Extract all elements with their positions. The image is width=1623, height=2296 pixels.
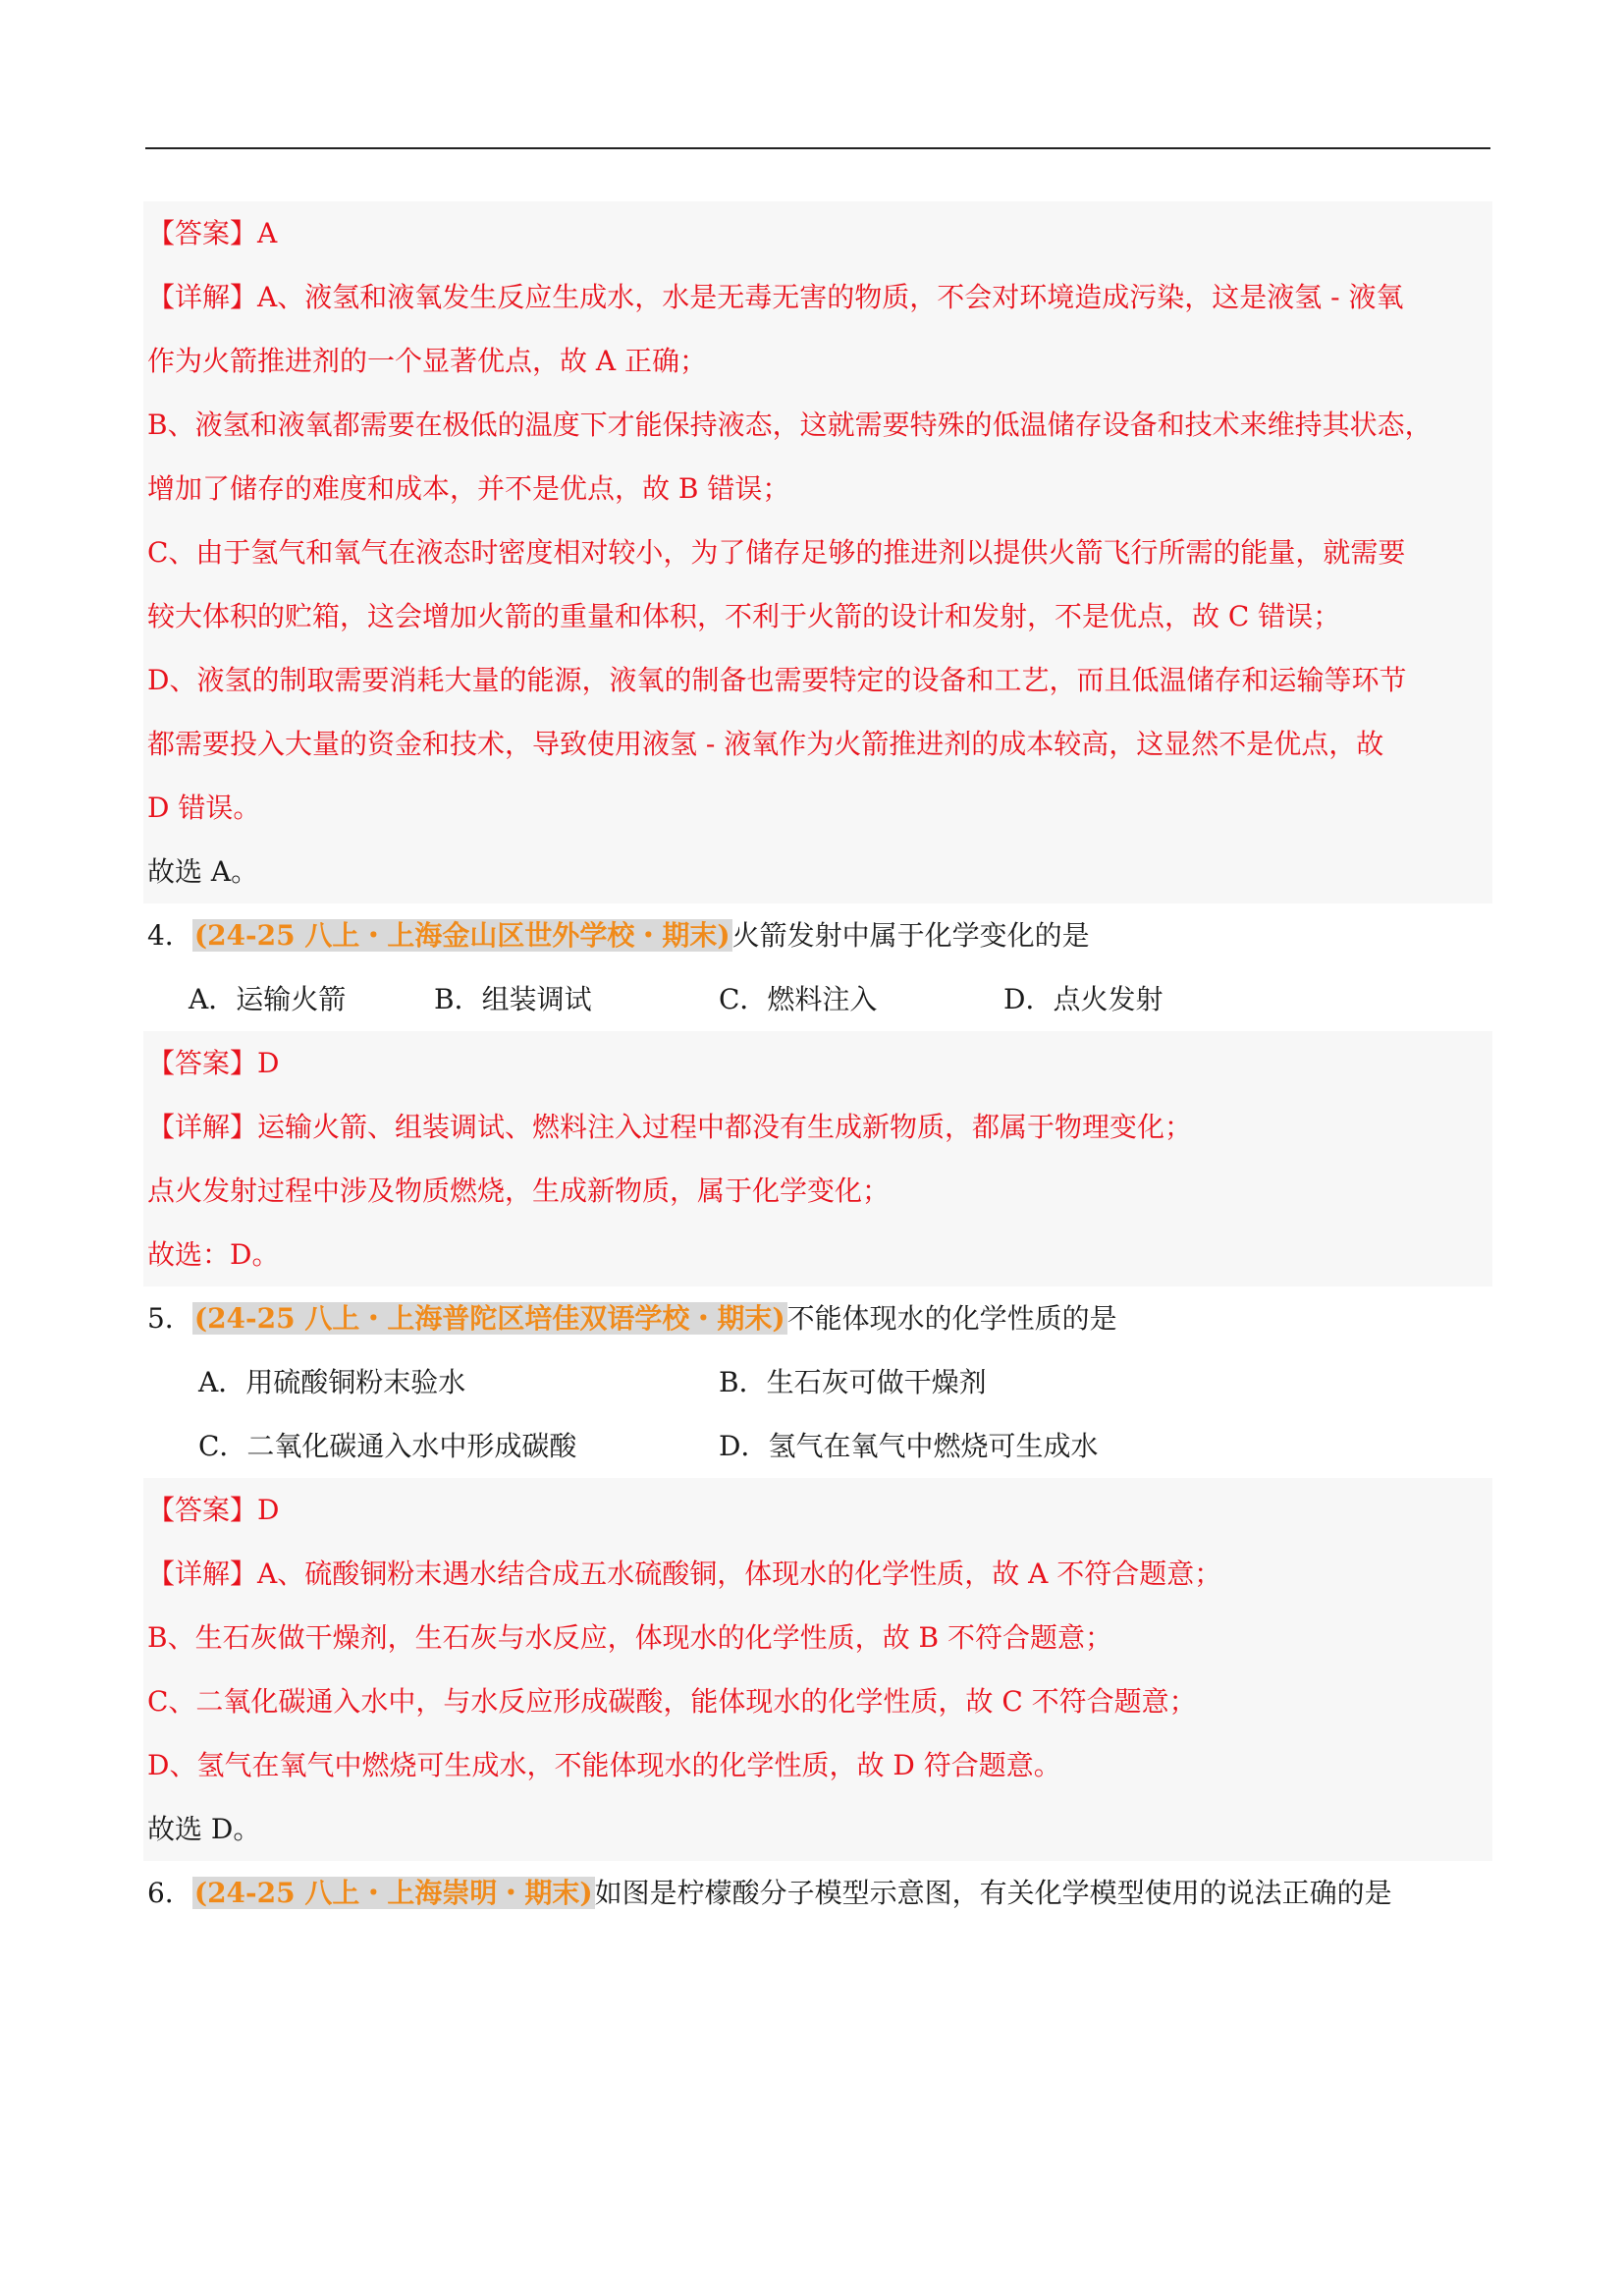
answer-line [143, 201, 1492, 265]
detail-label: 【详解】 [147, 1558, 258, 1590]
option-c: C．二氧化碳通入水中形成碳酸 [198, 1430, 577, 1462]
document-body [147, 201, 1492, 1925]
answer-line [143, 1478, 1492, 1542]
answer-value: A [257, 217, 278, 249]
detail-line: 都需要投入大量的资金和技术，导致使用液氢 - 液氧作为火箭推进剂的成本较高，这显然不是优点，故 [143, 712, 1492, 776]
question-6 [147, 1861, 1492, 1925]
options-row [147, 967, 1492, 1031]
conclusion-line: 故选 D。 [143, 1797, 1492, 1861]
answer-label: 【答案】 [147, 217, 258, 249]
question-text: 火箭发射中属于化学变化的是 [731, 919, 1090, 952]
header-rule [145, 147, 1490, 149]
detail-line: D、氢气在氧气中燃烧可生成水，不能体现水的化学性质，故 D 符合题意。 [143, 1733, 1492, 1797]
detail-line: D 错误。 [143, 776, 1492, 840]
question-number: 5． [147, 1302, 192, 1335]
question-4 [147, 903, 1492, 967]
detail-line: 点火发射过程中涉及物质燃烧，生成新物质，属于化学变化； [143, 1159, 1492, 1223]
detail-line [143, 1095, 1492, 1159]
question-text: 如图是柠檬酸分子模型示意图，有关化学模型使用的说法正确的是 [594, 1877, 1392, 1909]
detail-line: 较大体积的贮箱，这会增加火箭的重量和体积，不利于火箭的设计和发射，不是优点，故 C 错误； [143, 584, 1492, 648]
option-b: B．组装调试 [434, 983, 592, 1015]
options-row [147, 1414, 1492, 1478]
question-text: 不能体现水的化学性质的是 [786, 1302, 1117, 1335]
question-5 [147, 1286, 1492, 1350]
detail-line: 增加了储存的难度和成本，并不是优点，故 B 错误； [143, 457, 1492, 520]
option-b: B．生石灰可做干燥剂 [719, 1366, 987, 1398]
source-tag: (24-25 八上・上海崇明・期末) [193, 1877, 593, 1909]
answer-line [143, 1031, 1492, 1095]
question-number: 6． [147, 1877, 192, 1909]
detail-line: B、生石灰做干燥剂，生石灰与水反应，体现水的化学性质，故 B 不符合题意； [143, 1606, 1492, 1669]
detail-label: 【详解】 [147, 281, 258, 313]
answer-label: 【答案】 [147, 1494, 258, 1526]
option-d: D．点火发射 [1003, 983, 1163, 1015]
options-row [147, 1350, 1492, 1414]
detail-label: 【详解】 [147, 1111, 258, 1143]
option-a: A．运输火箭 [189, 983, 347, 1015]
answer-label: 【答案】 [147, 1047, 258, 1079]
source-tag: (24-25 八上・上海普陀区培佳双语学校・期末) [193, 1302, 785, 1335]
answer-value: D [257, 1047, 280, 1079]
source-tag: (24-25 八上・上海金山区世外学校・期末) [193, 919, 730, 952]
detail-text: A、硫酸铜粉末遇水结合成五水硫酸铜，体现水的化学性质，故 A 不符合题意； [257, 1558, 1222, 1590]
conclusion-line: 故选 A。 [143, 840, 1492, 903]
option-d: D．氢气在氧气中燃烧可生成水 [719, 1430, 1099, 1462]
answer-value: D [257, 1494, 280, 1526]
detail-line [143, 265, 1492, 329]
detail-line: C、由于氢气和氧气在液态时密度相对较小，为了储存足够的推进剂以提供火箭飞行所需的能量，就需要 [143, 520, 1492, 584]
detail-line: 作为火箭推进剂的一个显著优点，故 A 正确； [143, 329, 1492, 393]
option-c: C．燃料注入 [719, 983, 878, 1015]
detail-line: D、液氢的制取需要消耗大量的能源，液氧的制备也需要特定的设备和工艺，而且低温储存和运输等环节 [143, 648, 1492, 712]
question-number: 4． [147, 919, 192, 952]
detail-line: C、二氧化碳通入水中，与水反应形成碳酸，能体现水的化学性质，故 C 不符合题意； [143, 1669, 1492, 1733]
detail-text: A、液氢和液氧发生反应生成水，水是无毒无害的物质，不会对环境造成污染，这是液氢 - 液氧 [257, 281, 1404, 313]
detail-line [143, 1542, 1492, 1606]
detail-text: 运输火箭、组装调试、燃料注入过程中都没有生成新物质，都属于物理变化； [257, 1111, 1193, 1143]
option-a: A．用硫酸铜粉末验水 [198, 1366, 466, 1398]
conclusion-line: 故选：D。 [143, 1223, 1492, 1286]
detail-line: B、液氢和液氧都需要在极低的温度下才能保持液态，这就需要特殊的低温储存设备和技术来维持其状态， [143, 393, 1492, 457]
